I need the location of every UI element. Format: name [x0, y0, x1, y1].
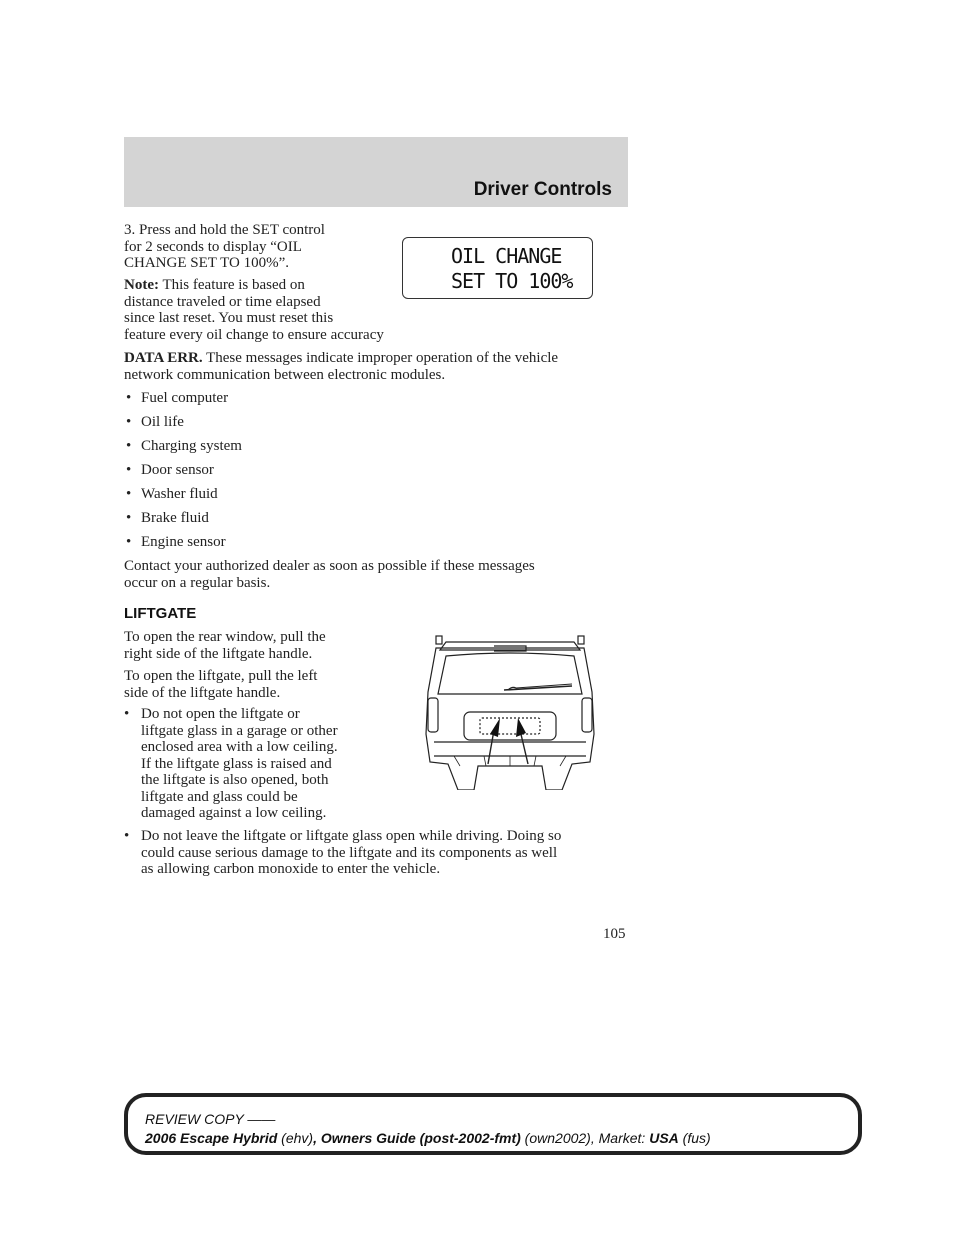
para-line: right side of the liftgate handle. [124, 645, 313, 662]
display-line-2: SET TO 100% [451, 269, 573, 293]
liftgate-bullet-1 [141, 706, 338, 822]
liftgate-para-2 [124, 668, 317, 701]
list-item: • Oil life [124, 414, 242, 438]
section-header-band [124, 137, 628, 207]
note-line: This feature is based on [158, 277, 305, 293]
bullet-line: as allowing carbon monoxide to enter the vehicle. [141, 861, 441, 877]
footer-guide: Owners Guide (post-2002-fmt) [320, 1130, 521, 1146]
bullet-line: Do not leave the liftgate or liftgate glass open while driving. Doing so [141, 828, 562, 844]
list-item: • Washer fluid [124, 486, 242, 510]
step3-text [124, 222, 325, 272]
footer-review-label: REVIEW COPY —— [145, 1111, 276, 1127]
footer-market-label: , Market: [590, 1130, 650, 1146]
footer-separator: , [313, 1130, 321, 1146]
contact-line: Contact your authorized dealer as soon as possible if these messages [124, 558, 535, 574]
bullet-line: If the liftgate glass is raised and [141, 755, 332, 772]
bullet-line: the liftgate is also opened, both [141, 772, 329, 788]
note-line: distance traveled or time elapsed [124, 293, 321, 310]
page-number: 105 [603, 926, 626, 942]
list-item: • Charging system [124, 438, 242, 462]
para-line: side of the liftgate handle. [124, 684, 281, 701]
step3-line: for 2 seconds to display “OIL [124, 238, 302, 255]
data-err-line: These messages indicate improper operation of the vehicle [202, 350, 559, 366]
footer-market: USA [649, 1130, 679, 1146]
list-item: • Fuel computer [124, 390, 242, 414]
liftgate-heading: LIFTGATE [124, 605, 197, 622]
footer-document-info [145, 1130, 711, 1146]
note-text [124, 277, 384, 343]
error-message-list [124, 390, 242, 558]
list-item: • Door sensor [124, 462, 242, 486]
data-err-line: network communication between electronic modules. [124, 366, 446, 383]
liftgate-illustration [424, 634, 596, 790]
section-title: Driver Controls [473, 179, 612, 200]
footer-market-code: (fus) [678, 1130, 711, 1146]
para-line: To open the rear window, pull the [124, 629, 326, 645]
data-err-text [124, 350, 558, 383]
note-label: Note: [124, 277, 159, 293]
list-item: • Brake fluid [124, 510, 242, 534]
contact-line: occur on a regular basis. [124, 574, 271, 591]
contact-dealer-text [124, 558, 535, 591]
bullet-line: enclosed area with a low ceiling. [141, 739, 338, 755]
bullet-line: could cause serious damage to the liftgate and its components as well [141, 844, 558, 861]
step3-line: CHANGE SET TO 100%”. [124, 255, 289, 271]
bullet-line: liftgate and glass could be [141, 788, 298, 805]
step3-line: 3. Press and hold the SET control [124, 222, 325, 238]
data-err-label: DATA ERR. [124, 350, 203, 366]
bullet-line: Do not open the liftgate or [141, 706, 300, 722]
footer-guide-code: (own2002) [520, 1130, 591, 1146]
message-center-display [402, 237, 593, 299]
review-copy-footer [124, 1093, 862, 1155]
footer-model: 2006 Escape Hybrid [145, 1130, 278, 1146]
bullet-mark: • [124, 706, 130, 722]
list-item: • Engine sensor [124, 534, 242, 558]
bullet-line: damaged against a low ceiling. [141, 805, 327, 821]
footer-model-code: (ehv) [277, 1130, 314, 1146]
liftgate-bullet-2 [141, 828, 561, 878]
note-line: since last reset. You must reset this [124, 310, 334, 326]
bullet-line: liftgate glass in a garage or other [141, 722, 338, 739]
note-line: feature every oil change to ensure accuracy [124, 326, 384, 343]
liftgate-para-1 [124, 629, 326, 662]
para-line: To open the liftgate, pull the left [124, 668, 318, 684]
bullet-mark: • [124, 828, 130, 844]
display-line-1: OIL CHANGE [451, 244, 562, 268]
